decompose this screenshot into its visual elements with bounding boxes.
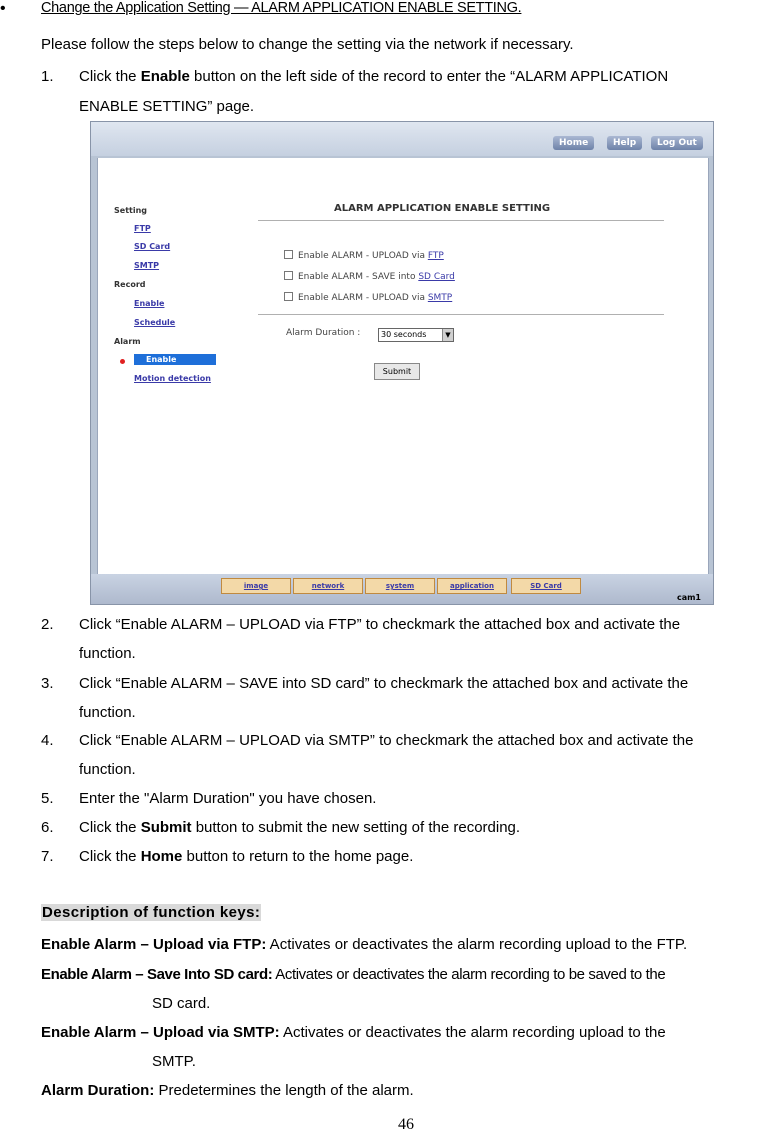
sidebar-item-ftp[interactable]: FTP [134, 224, 151, 233]
sidebar-item-schedule[interactable]: Schedule [134, 318, 176, 327]
step-text: Click “Enable ALARM – UPLOAD via FTP” to checkmark the attached box and activate the [79, 616, 681, 633]
checkbox[interactable] [284, 271, 293, 280]
divider [258, 220, 664, 221]
step-number: 4. [41, 732, 54, 749]
step-number: 2. [41, 616, 54, 633]
help-nav-button[interactable]: Help [607, 136, 642, 150]
active-indicator-icon [120, 359, 125, 364]
divider [258, 314, 664, 315]
camera-label: cam1 [676, 593, 701, 602]
option-upload-ftp[interactable]: Enable ALARM - UPLOAD via FTP [284, 250, 444, 261]
tab-system[interactable]: system [365, 578, 435, 594]
step-text: Click the Home button to return to the home page. [79, 848, 414, 865]
sidebar-item-smtp[interactable]: SMTP [134, 261, 160, 270]
checkbox[interactable] [284, 250, 293, 259]
step-text-continued: ENABLE SETTING” page. [79, 98, 255, 115]
description-item: Enable Alarm – Upload via FTP: Activates or deactivates the alarm recording upload to the FTP. [41, 936, 688, 953]
step-number: 7. [41, 848, 54, 865]
step-number: 5. [41, 790, 54, 807]
intro-text: Please follow the steps below to change the setting via the network if necessary. [41, 36, 574, 53]
description-item: Enable Alarm – Upload via SMTP: Activates or deactivates the alarm recording upload to the [41, 1024, 666, 1041]
step-number: 3. [41, 675, 54, 692]
description-item: Enable Alarm – Save Into SD card: Activates or deactivates the alarm recording to be saved to the [41, 966, 666, 983]
step-text-continued: function. [79, 645, 136, 662]
home-nav-button[interactable]: Home [553, 136, 594, 150]
description-item-continued: SMTP. [152, 1053, 196, 1070]
ui-screenshot [90, 121, 714, 605]
option-upload-smtp[interactable]: Enable ALARM - UPLOAD via SMTP [284, 292, 452, 303]
step-text-continued: function. [79, 761, 136, 778]
tab-sd-card[interactable]: SD Card [511, 578, 581, 594]
bullet-icon: • [0, 0, 6, 17]
description-item-continued: SD card. [152, 995, 211, 1012]
description-heading: Description of function keys: [42, 904, 261, 921]
logout-nav-button[interactable]: Log Out [651, 136, 703, 150]
step-text: Click “Enable ALARM – UPLOAD via SMTP” to checkmark the attached box and activate the [79, 732, 694, 749]
sidebar-heading-setting: Setting [114, 206, 147, 215]
checkbox[interactable] [284, 292, 293, 301]
step-number: 6. [41, 819, 54, 836]
screenshot-top-bar [91, 122, 713, 156]
alarm-duration-label: Alarm Duration : [286, 328, 361, 338]
step-text: Click the Enable button on the left side of the record to enter the “ALARM APPLICATION [79, 68, 669, 85]
step-number: 1. [41, 68, 54, 85]
sidebar-item-motion-detection[interactable]: Motion detection [134, 374, 211, 383]
option-save-sd-card[interactable]: Enable ALARM - SAVE into SD Card [284, 271, 455, 282]
sidebar-item-alarm-enable[interactable]: Enable [134, 354, 216, 365]
submit-button[interactable]: Submit [374, 363, 420, 380]
tab-application[interactable]: application [437, 578, 507, 594]
sidebar-heading-alarm: Alarm [114, 337, 141, 346]
alarm-duration-select[interactable]: 30 seconds ▼ [378, 328, 454, 342]
sidebar-item-record-enable[interactable]: Enable [134, 299, 165, 308]
screenshot-content [97, 158, 709, 586]
step-text: Click the Submit button to submit the new setting of the recording. [79, 819, 521, 836]
step-text: Click “Enable ALARM – SAVE into SD card” to checkmark the attached box and activate the [79, 675, 689, 692]
chevron-down-icon: ▼ [442, 329, 453, 341]
sidebar-item-sd-card[interactable]: SD Card [134, 242, 171, 251]
tab-network[interactable]: network [293, 578, 363, 594]
page-title: ALARM APPLICATION ENABLE SETTING [334, 203, 551, 214]
page-number: 46 [398, 1116, 414, 1133]
screenshot-bottom-bar [91, 574, 713, 604]
step-text: Enter the "Alarm Duration" you have chosen. [79, 790, 377, 807]
description-item: Alarm Duration: Predetermines the length of the alarm. [41, 1082, 414, 1099]
sidebar-heading-record: Record [114, 280, 146, 289]
tab-image[interactable]: image [221, 578, 291, 594]
step-text-continued: function. [79, 704, 136, 721]
section-title: Change the Application Setting — ALARM APPLICATION ENABLE SETTING. [41, 0, 522, 16]
